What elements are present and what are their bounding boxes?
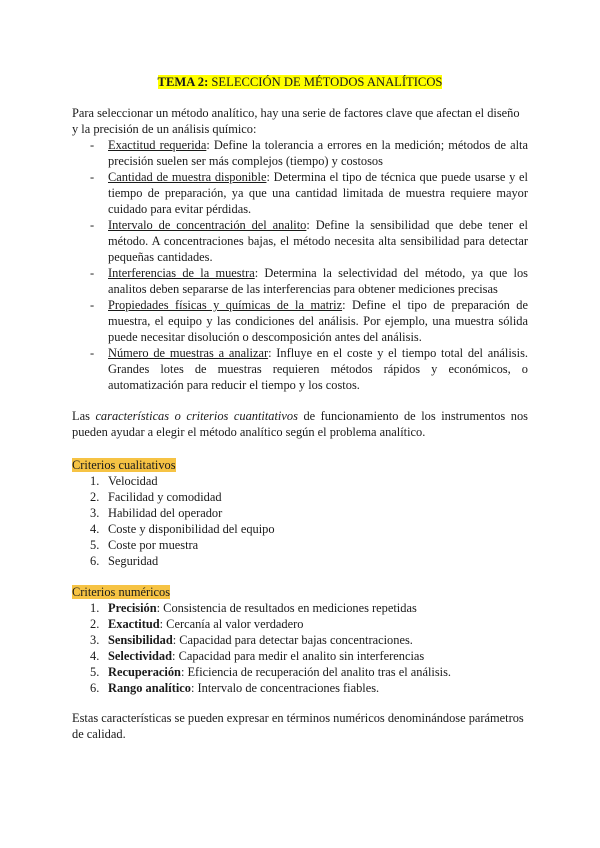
list-item [72, 505, 528, 521]
item-term: Precisión [108, 601, 157, 615]
item-number: 2. [90, 617, 100, 631]
factor-text: : Determina el tipo de técnica que puede usarse y el tiempo de preparación, ya que una cantidad limitada de muestra requiere mayor cuidado para evitar pérdidas. [108, 170, 528, 216]
list-item [72, 489, 528, 505]
heading-text: Criterios numéricos [72, 585, 171, 599]
factor-term: Interferencias de la muestra [108, 266, 255, 280]
item-text: Velocidad [108, 474, 158, 488]
item-number: 3. [90, 633, 100, 647]
list-item [72, 537, 528, 553]
item-number: 5. [90, 538, 100, 552]
item-term: Selectividad [108, 649, 173, 663]
item-term: Exactitud [108, 617, 160, 631]
page-title [72, 74, 528, 90]
factor-term: Cantidad de muestra disponible [108, 170, 267, 184]
text: de funcionamiento de los instrumentos nos pueden ayudar a elegir el método analítico según el problema analítico. [72, 409, 528, 439]
numeric-list [72, 600, 528, 696]
item-text: : Capacidad para detectar bajas concentraciones. [172, 633, 413, 647]
list-item: - Cantidad de muestra disponible: Determina el tipo de técnica que puede usarse y el tiempo de preparación, ya que una cantidad limitada de muestra requiere mayor cuidado para evitar pérdidas. [90, 170, 528, 216]
list-item: - Propiedades físicas y químicas de la matriz: Define el tipo de preparación de muestra, el equipo y las condiciones del análisis. Por ejemplo, una muestra sólida puede necesitar disolución o descomposición antes del análisis. [90, 298, 528, 344]
item-number: 2. [90, 490, 100, 504]
qualitative-list [72, 473, 528, 569]
title-text: SELECCIÓN DE MÉTODOS ANALÍTICOS [208, 75, 443, 89]
factor-text: : Define la tolerancia a errores en la medición; métodos de alta precisión suelen ser más complejos (tiempo) y costosos [108, 138, 528, 168]
list-item [72, 521, 528, 537]
factor-term: Propiedades físicas y químicas de la matriz [108, 298, 343, 312]
factor-term: Exactitud requerida [108, 138, 207, 152]
intro-paragraph: Para seleccionar un método analítico, hay una serie de factores clave que afectan el diseño y la precisión de un análisis químico: [72, 106, 520, 136]
qualitative-heading [72, 457, 176, 473]
list-item [72, 473, 528, 489]
item-text: : Intervalo de concentraciones fiables. [190, 681, 380, 695]
text: Las [72, 409, 96, 423]
item-number: 1. [90, 601, 100, 615]
item-text: Habilidad del operador [108, 506, 223, 520]
item-text: Facilidad y comodidad [108, 490, 222, 504]
list-item [72, 664, 528, 680]
list-item [72, 616, 528, 632]
list-item [72, 680, 528, 696]
item-text: : Cercanía al valor verdadero [159, 617, 304, 631]
list-item: - Interferencias de la muestra: Determina la selectividad del método, ya que los analitos deben separarse de las interferencias para obtener mediciones precisas [90, 266, 528, 296]
factor-text: : Define el tipo de preparación de muestra, el equipo y las condiciones del análisis. Por ejemplo, una muestra sólida puede necesitar disolución o descomposición antes del análisis. [108, 298, 528, 344]
factors-list [72, 137, 528, 393]
criteria-paragraph [72, 408, 528, 440]
item-text: Seguridad [108, 554, 159, 568]
item-number: 4. [90, 649, 100, 663]
closing-paragraph: Estas características se pueden expresar en términos numéricos denominándose parámetros de calidad. [72, 711, 524, 741]
item-text: Coste por muestra [108, 538, 199, 552]
factor-text: : Determina la selectividad del método, ya que los analitos deben separarse de las interferencias para obtener mediciones precisas [108, 266, 528, 296]
list-item: - Número de muestras a analizar: Influye en el coste y el tiempo total del análisis. Grandes lotes de muestras requieren métodos rápidos y económicos, o automatización para reducir el tiempo y los costos. [90, 346, 528, 392]
item-number: 6. [90, 681, 100, 695]
item-number: 3. [90, 506, 100, 520]
item-term: Recuperación [108, 665, 181, 679]
item-term: Sensibilidad [108, 633, 173, 647]
heading-text: Criterios cualitativos [72, 458, 176, 472]
item-text: : Capacidad para medir el analito sin interferencias [172, 649, 425, 663]
list-item: - Intervalo de concentración del analito: Define la sensibilidad que debe tener el método. A concentraciones bajas, el método necesita alta sensibilidad para detectar pequeñas cantidades. [90, 218, 528, 264]
item-number: 6. [90, 554, 100, 568]
factor-term: Intervalo de concentración del analito [108, 218, 307, 232]
numeric-heading [72, 584, 170, 600]
list-item [72, 600, 528, 616]
list-item [72, 648, 528, 664]
factor-term: Número de muestras a analizar [108, 346, 269, 360]
item-number: 4. [90, 522, 100, 536]
item-text: : Eficiencia de recuperación del analito tras el análisis. [180, 665, 452, 679]
list-item [72, 632, 528, 648]
item-text: Coste y disponibilidad del equipo [108, 522, 275, 536]
list-item [72, 553, 528, 569]
item-text: : Consistencia de resultados en mediciones repetidas [156, 601, 417, 615]
item-term: Rango analítico [108, 681, 191, 695]
item-number: 5. [90, 665, 100, 679]
list-item: - Exactitud requerida: Define la tolerancia a errores en la medición; métodos de alta precisión suelen ser más complejos (tiempo) y costosos [90, 138, 528, 168]
factor-text: : Define la sensibilidad que debe tener el método. A concentraciones bajas, el método necesita alta sensibilidad para detectar pequeñas cantidades. [108, 218, 528, 264]
item-number: 1. [90, 474, 100, 488]
italic-text: características o criterios cuantitativos [95, 409, 298, 423]
title-number: TEMA 2: [157, 75, 209, 89]
factor-text: : Influye en el coste y el tiempo total del análisis. Grandes lotes de muestras requieren métodos rápidos y económicos, o automatización para reducir el tiempo y los costos. [108, 346, 528, 392]
